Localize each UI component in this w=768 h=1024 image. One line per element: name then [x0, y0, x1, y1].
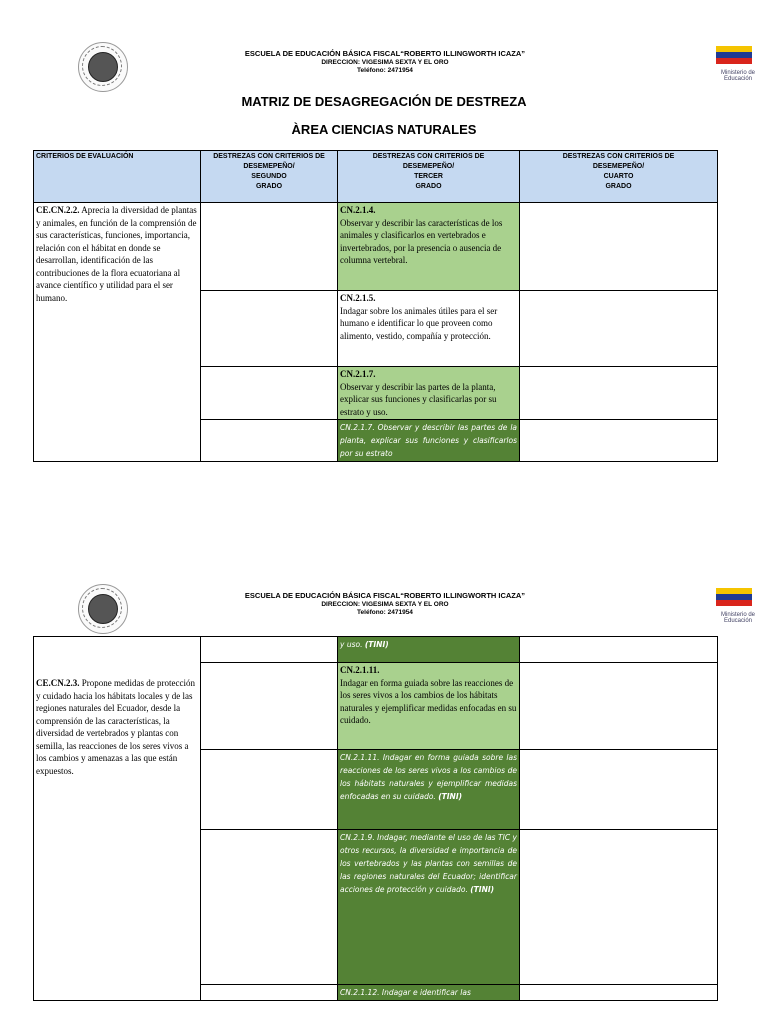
header-fourth-grade: DESTREZAS CON CRITERIOS DE DESEMEPEÑO/ CUARTO GRADO	[520, 151, 718, 203]
tini-skill-cell	[338, 637, 520, 663]
fourth-grade-cell	[520, 291, 718, 367]
tini-label: (TINI)	[470, 885, 495, 894]
ministry-logo-text: Ministerio de Educación	[720, 612, 755, 624]
school-phone: Teléfono: 2471954	[357, 67, 413, 74]
criterion-text: Propone medidas de protección y cuidado hacia los hábitats locales y de las regiones naturales del Ecuador, desde la comprensión de las características, la diversidad de vertebrados y plantas con semilla, las reacciones de los seres vivos a los cambios y amenazas a las que están expuestos.	[36, 678, 195, 776]
skill-text: Observar y describir las características de los animales y clasificarlos en vertebrados e invertebrados, por la presencia o ausencia de columna vertebral.	[340, 217, 503, 265]
tini-label: (TINI)	[438, 792, 463, 801]
school-name: ESCUELA DE EDUCACIÓN BÁSICA FISCAL“ROBERTO ILLINGWORTH ICAZA”	[244, 591, 526, 600]
skills-matrix-table-continued	[33, 636, 718, 1001]
fourth-grade-cell	[520, 637, 718, 663]
skill-code: CN.2.1.4.	[340, 205, 376, 215]
tini-skill-cell	[338, 830, 520, 985]
header-criteria: CRITERIOS DE EVALUACIÓN	[34, 151, 201, 203]
school-address: DIRECCION: VIGESIMA SEXTA Y EL ORO	[321, 59, 449, 66]
table-row	[34, 203, 718, 291]
header-third-grade: DESTREZAS CON CRITERIOS DE DESEMEPEÑO/ TERCER GRADO	[338, 151, 520, 203]
second-grade-cell	[201, 985, 338, 1001]
table-header-row	[34, 151, 718, 203]
second-grade-cell	[201, 203, 338, 291]
second-grade-cell	[201, 663, 338, 750]
school-header	[150, 591, 620, 617]
criterion-text: Aprecia la diversidad de plantas y animales, en función de la comprensión de sus características, funciones, importancia, relación con el hábitat en donde se desarrollan, identificación de las contribuciones de la flora ecuatoriana al avance científico y utilidad para el ser humano.	[36, 205, 197, 303]
criterion-cell	[34, 203, 201, 462]
ministry-logo	[712, 46, 764, 86]
second-grade-cell	[201, 367, 338, 420]
header-second-grade: DESTREZAS CON CRITERIOS DE DESEMEPEÑO/ SEGUNDO GRADO	[201, 151, 338, 203]
school-phone: Teléfono: 2471954	[357, 609, 413, 616]
area-title: ÀREA CIENCIAS NATURALES	[291, 122, 477, 137]
fourth-grade-cell	[520, 985, 718, 1001]
skill-cell	[338, 291, 520, 367]
skill-code: CN.2.1.11.	[340, 665, 380, 675]
ministry-logo	[712, 588, 764, 628]
tini-skill-cell	[338, 985, 520, 1001]
school-header	[150, 49, 620, 75]
tini-skill-cell	[338, 750, 520, 830]
second-grade-cell	[201, 291, 338, 367]
tini-text: y uso.	[340, 640, 365, 649]
skills-matrix-table	[33, 150, 718, 462]
skill-cell	[338, 203, 520, 291]
tini-text: CN.2.1.9. Indagar, mediante el uso de las TIC y otros recursos, la diversidad e importancia de los vertebrados y las plantas con semillas de las regiones naturales del Ecuador; identificar acciones de protección y cuidado.	[340, 833, 517, 894]
skill-text: Indagar en forma guiada sobre las reacciones de los seres vivos a los cambios de los hábitats naturales y ejemplificar medidas enfocadas en su cuidado.	[340, 677, 517, 725]
school-name: ESCUELA DE EDUCACIÓN BÁSICA FISCAL“ROBERTO ILLINGWORTH ICAZA”	[244, 49, 526, 58]
skill-code: CN.2.1.5.	[340, 293, 376, 303]
fourth-grade-cell	[520, 420, 718, 462]
table-row	[34, 637, 718, 663]
fourth-grade-cell	[520, 830, 718, 985]
second-grade-cell	[201, 637, 338, 663]
fourth-grade-cell	[520, 663, 718, 750]
tini-text: CN.2.1.11. Indagar en forma guiada sobre las reacciones de los seres vivos a los cambios de los hábitats naturales y ejemplificar medidas enfocadas en su cuidado.	[340, 753, 517, 801]
skill-cell	[338, 663, 520, 750]
school-seal-logo	[78, 42, 128, 92]
criterion-code: CE.CN.2.3.	[36, 678, 80, 688]
skill-code: CN.2.1.7.	[340, 369, 376, 379]
tini-label: (TINI)	[364, 640, 389, 649]
document-page-2	[0, 580, 768, 1024]
ministry-logo-text: Ministerio de Educación	[720, 70, 755, 82]
school-seal-logo	[78, 584, 128, 634]
school-address: DIRECCION: VIGESIMA SEXTA Y EL ORO	[321, 601, 449, 608]
criterion-code: CE.CN.2.2.	[36, 205, 80, 215]
skill-text: Indagar sobre los animales útiles para el ser humano e identificar lo que proveen como alimento, vestido, compañía y protección.	[340, 305, 498, 341]
second-grade-cell	[201, 830, 338, 985]
skill-text: Observar y describir las partes de la planta, explicar sus funciones y clasificarlas por su estrato y uso.	[340, 381, 497, 417]
tini-text: CN.2.1.7. Observar y describir las partes de la planta, explicar sus funciones y clasificarlos por su estrato	[340, 423, 517, 458]
fourth-grade-cell	[520, 203, 718, 291]
tini-text: CN.2.1.12. Indagar e identificar las	[340, 988, 471, 997]
page-title: MATRIZ DE DESAGREGACIÓN DE DESTREZA	[241, 94, 527, 109]
second-grade-cell	[201, 750, 338, 830]
tini-skill-cell	[338, 420, 520, 462]
fourth-grade-cell	[520, 367, 718, 420]
second-grade-cell	[201, 420, 338, 462]
skill-cell	[338, 367, 520, 420]
fourth-grade-cell	[520, 750, 718, 830]
criterion-cell	[34, 637, 201, 1001]
